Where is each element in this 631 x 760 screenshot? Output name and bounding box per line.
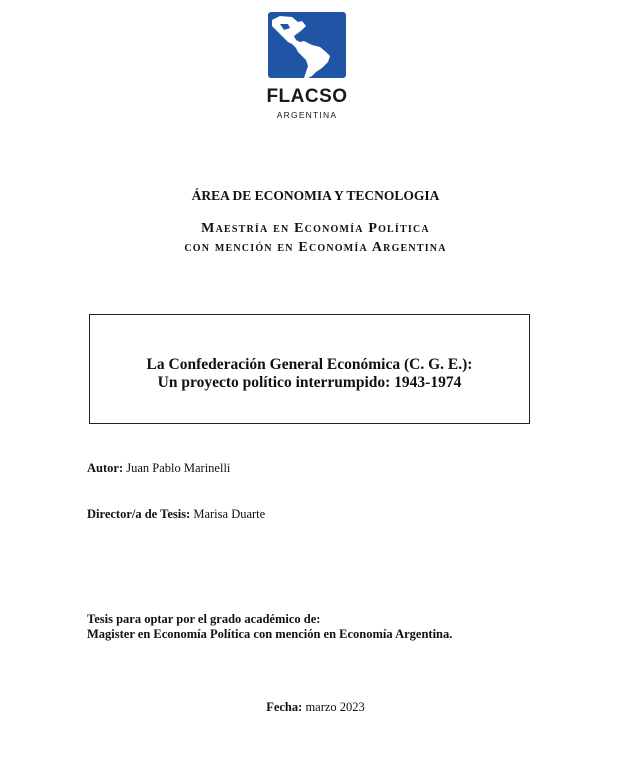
area-heading: ÁREA DE ECONOMIA Y TECNOLOGIA [191,188,440,203]
flacso-logo [262,12,352,122]
program-line-2: con mención en Economía Argentina [184,240,447,255]
program-heading [0,219,631,257]
logo-name: FLACSO [266,86,348,107]
thesis-title-box [89,314,530,424]
date-value: marzo 2023 [305,700,365,714]
director-field [87,507,265,522]
author-label: Autor: [87,461,124,475]
director-label: Director/a de Tesis: [87,507,191,521]
degree-statement [87,612,452,642]
degree-line-1: Tesis para optar por el grado académico de: [87,612,321,626]
date-field [0,700,631,715]
director-value: Marisa Duarte [193,507,266,521]
author-value: Juan Pablo Marinelli [126,461,231,475]
program-line-1: Maestría en Economía Política [201,221,430,236]
author-field [87,461,230,476]
thesis-title-line-1: La Confederación General Económica (C. G. E.): [146,356,473,373]
degree-line-2: Magister en Economía Política con mención en Economía Argentina. [87,627,453,641]
logo-subtitle: ARGENTINA [276,110,338,120]
thesis-title-line-2: Un proyecto político interrumpido: 1943-1974 [157,374,462,391]
americas-map-icon [268,12,346,78]
date-label: Fecha: [266,700,303,714]
